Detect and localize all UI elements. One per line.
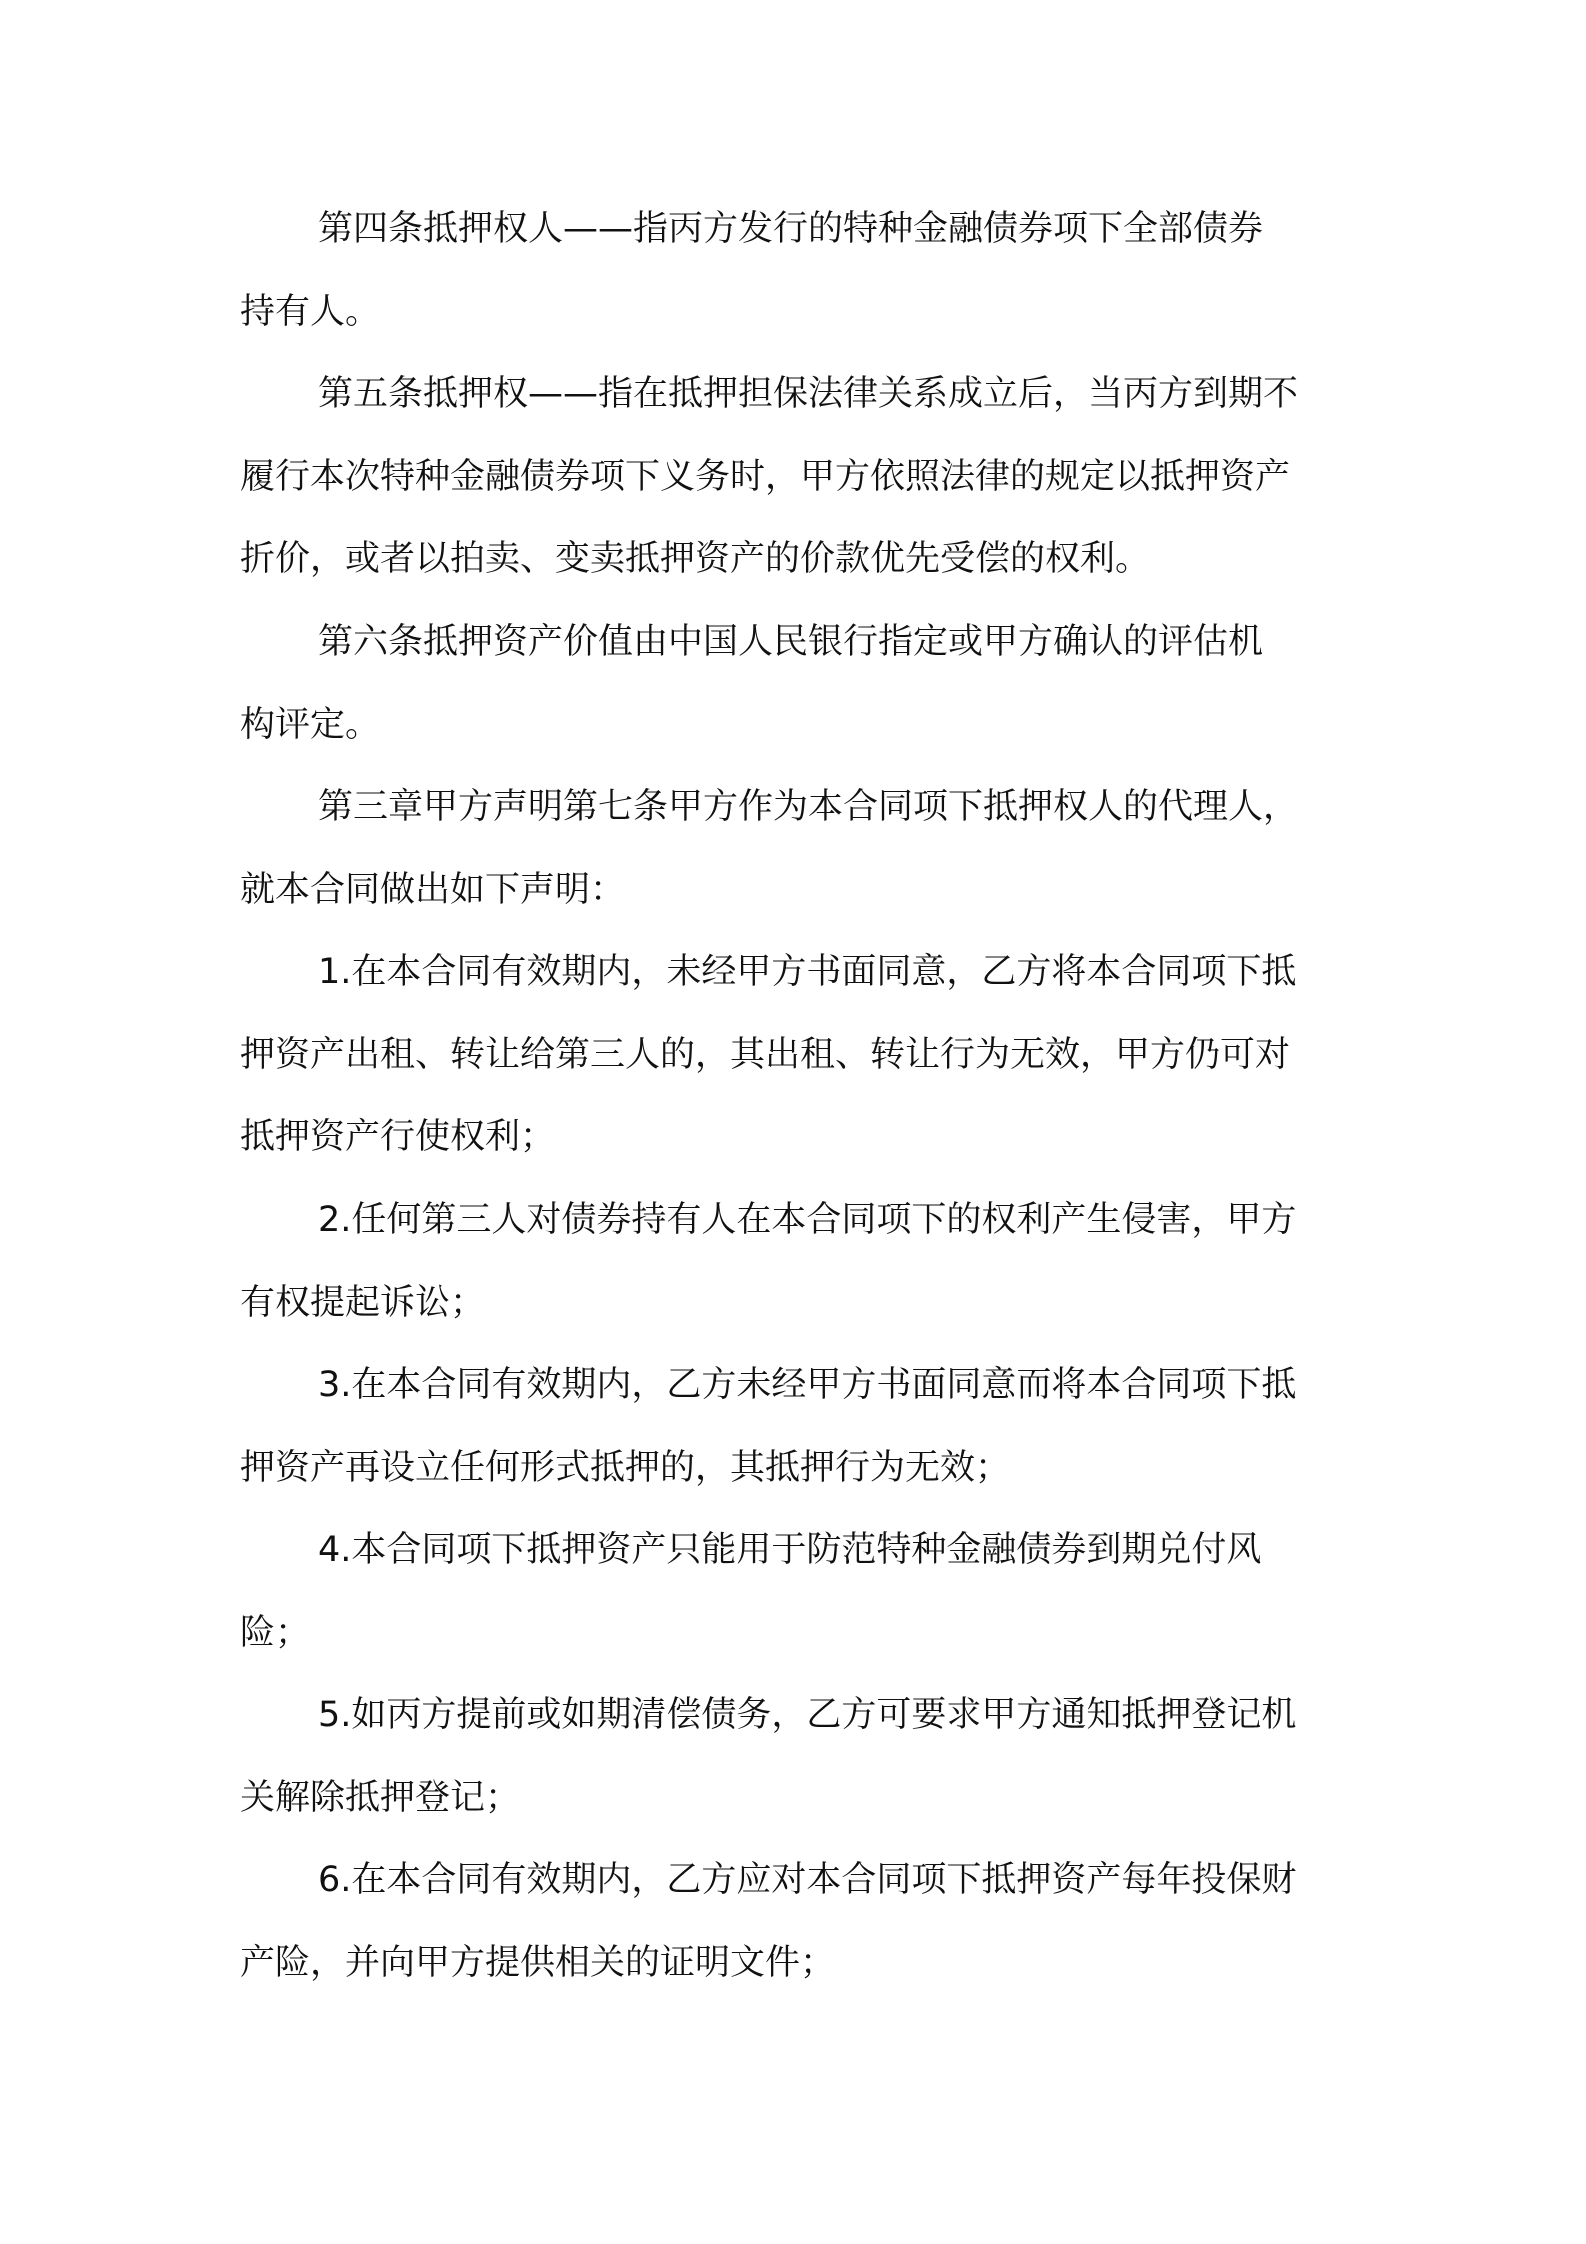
paragraph-line: 构评定。: [240, 705, 381, 745]
paragraph-line: 第五条抵押权——指在抵押担保法律关系成立后，当丙方到期不: [318, 374, 1299, 414]
paragraph-line: 押资产再设立任何形式抵押的，其抵押行为无效；: [240, 1448, 1011, 1488]
paragraph-line: 3.在本合同有效期内，乙方未经甲方书面同意而将本合同项下抵: [318, 1365, 1297, 1405]
paragraph-line: 5.如丙方提前或如期清偿债务，乙方可要求甲方通知抵押登记机: [318, 1695, 1297, 1735]
paragraph-line: 折价，或者以拍卖、变卖抵押资产的价款优先受偿的权利。: [240, 539, 1151, 579]
paragraph-line: 关解除抵押登记；: [240, 1778, 521, 1818]
paragraph-line: 押资产出租、转让给第三人的，其出租、转让行为无效，甲方仍可对: [240, 1035, 1291, 1075]
paragraph-line: 有权提起诉讼；: [240, 1283, 486, 1323]
paragraph-line: 1.在本合同有效期内，未经甲方书面同意，乙方将本合同项下抵: [318, 952, 1297, 992]
paragraph-line: 第四条抵押权人——指丙方发行的特种金融债券项下全部债券: [318, 209, 1264, 249]
paragraph-line: 第三章甲方声明第七条甲方作为本合同项下抵押权人的代理人，: [318, 787, 1299, 827]
paragraph-line: 产险，并向甲方提供相关的证明文件；: [240, 1943, 836, 1983]
paragraph-line: 持有人。: [240, 292, 381, 332]
paragraph-line: 2.任何第三人对债券持有人在本合同项下的权利产生侵害，甲方: [318, 1200, 1297, 1240]
paragraph-line: 第六条抵押资产价值由中国人民银行指定或甲方确认的评估机: [318, 622, 1264, 662]
paragraph-line: 4.本合同项下抵押资产只能用于防范特种金融债券到期兑付风: [318, 1530, 1262, 1570]
paragraph-line: 6.在本合同有效期内，乙方应对本合同项下抵押资产每年投保财: [318, 1860, 1297, 1900]
paragraph-line: 就本合同做出如下声明：: [240, 870, 626, 910]
paragraph-line: 险；: [240, 1613, 311, 1653]
paragraph-line: 抵押资产行使权利；: [240, 1117, 556, 1157]
paragraph-line: 履行本次特种金融债券项下义务时，甲方依照法律的规定以抵押资产: [240, 457, 1291, 497]
